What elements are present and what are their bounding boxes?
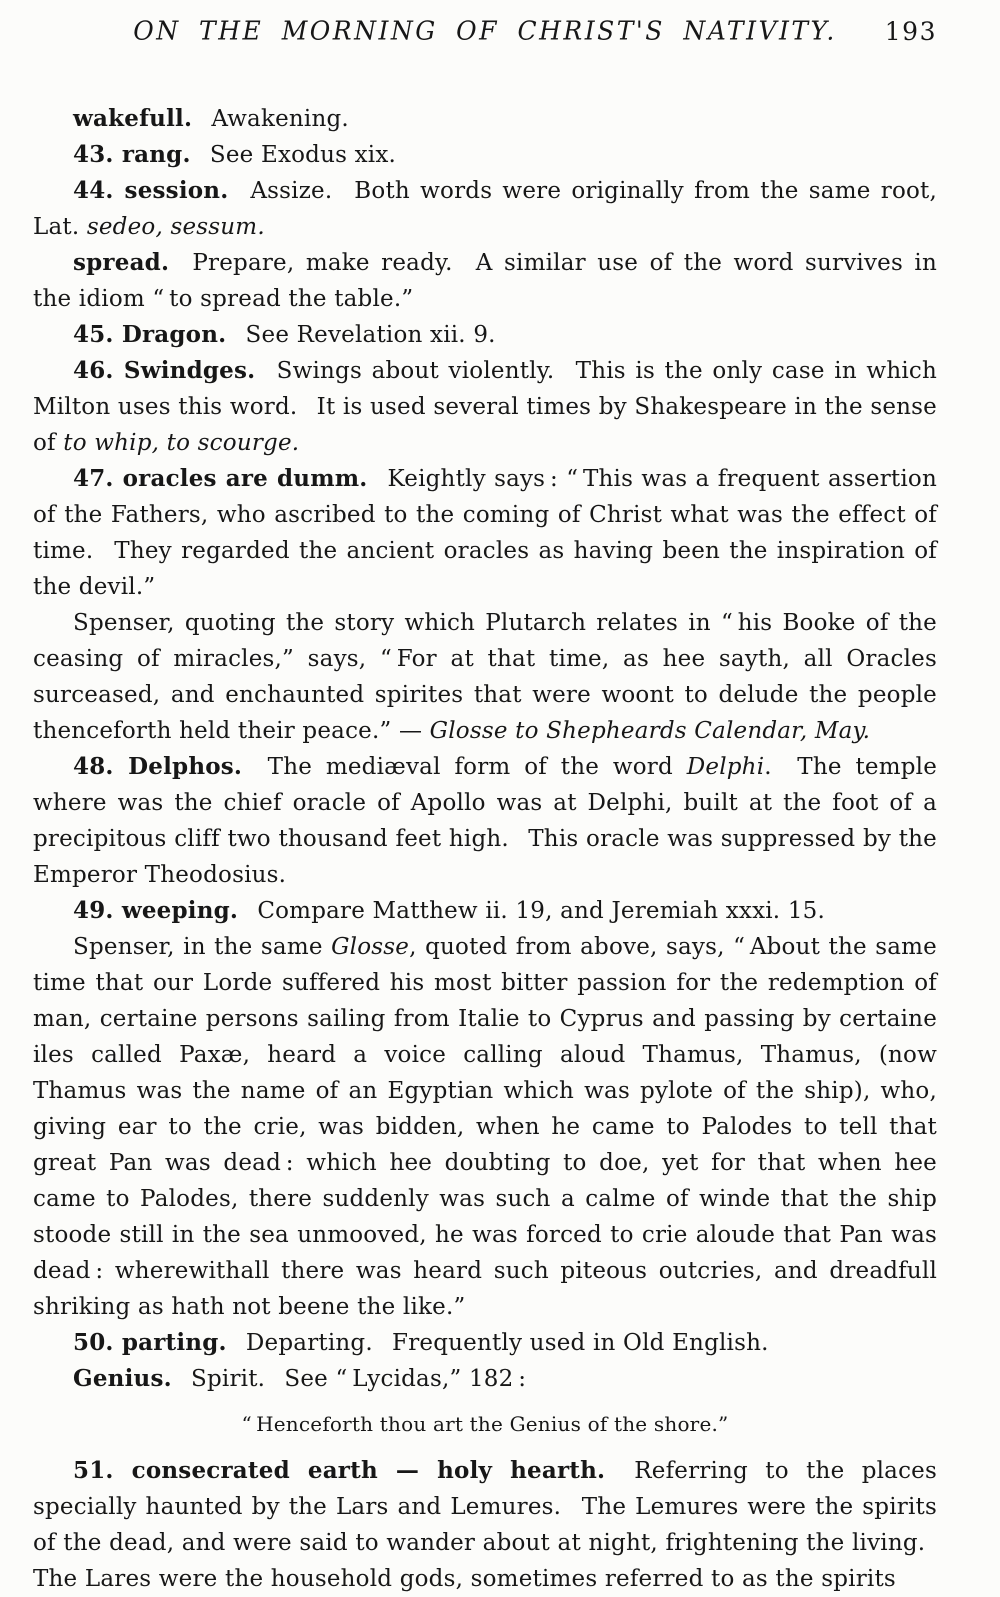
latin-phrase: sedeo, sessum. <box>86 214 265 240</box>
note-51-consecrated-earth <box>33 1453 937 1597</box>
headword: spread. <box>73 249 170 276</box>
note-47-oracles <box>33 461 937 605</box>
headword: 48. Delphos. <box>73 753 243 780</box>
note-text: Awakening. <box>192 106 349 132</box>
note-text: Compare Matthew ii. 19, and Jeremiah xxxi. 15. <box>238 898 826 924</box>
word-glosse: Glosse <box>331 934 410 960</box>
note-50-parting <box>33 1325 937 1361</box>
headword: 49. weeping. <box>73 897 239 924</box>
headword: 51. consecrated earth — holy hearth. <box>73 1457 606 1484</box>
note-text: See Revelation xii. 9. <box>226 322 496 348</box>
note-spread <box>33 245 937 317</box>
source-citation: Glosse to Shepheards Calendar, May. <box>429 718 871 744</box>
page-number: 193 <box>884 17 937 46</box>
headword: 46. Swindges. <box>73 357 256 384</box>
gloss-phrase: to whip, to scourge. <box>63 430 300 456</box>
headword: 47. oracles are dumm. <box>73 465 368 492</box>
note-47-spenser-quote <box>33 605 937 749</box>
note-genius <box>33 1361 937 1397</box>
running-header <box>33 16 937 56</box>
verse-quotation <box>33 1408 937 1440</box>
note-text: See Exodus xix. <box>190 142 397 168</box>
note-text: Spirit. See “ Lycidas,” 182 : <box>171 1366 527 1392</box>
headword: Genius. <box>73 1365 172 1392</box>
running-header-title: ON THE MORNING OF CHRIST'S NATIVITY. <box>133 15 837 46</box>
note-46-swindges <box>33 353 937 461</box>
headword: 50. parting. <box>73 1329 227 1356</box>
note-45-dragon <box>33 317 937 353</box>
note-text: Spenser, in the same <box>73 934 332 960</box>
headword: 44. session. <box>73 177 229 204</box>
note-text: Assize. Both words were originally from the same root, Lat. <box>33 178 937 240</box>
headword: 45. Dragon. <box>73 321 227 348</box>
note-48-delphos <box>33 749 937 893</box>
note-text: The mediæval form of the word <box>242 754 687 780</box>
note-text: Departing. Frequently used in Old English. <box>226 1330 769 1356</box>
note-49-spenser-quote <box>33 929 937 1325</box>
note-text: . The temple where was the chief oracle of Apollo was at Delphi, built at the foot of a precipitous cliff two thousand feet high. This oracle was suppressed by the Emperor Theodosius. <box>33 754 938 888</box>
headword: wakefull. <box>73 105 193 132</box>
page-body <box>33 101 937 1597</box>
word-delphi: Delphi <box>686 754 765 780</box>
note-wakefull <box>33 101 937 137</box>
verse-line: “ Henceforth thou art the Genius of the shore.” <box>241 1412 729 1436</box>
note-text: Swings about violently. This is the only case in which Milton uses this word. It is used several times by Shakespeare in the sense of <box>33 358 937 456</box>
note-text: Referring to the places specially haunted by the Lars and Lemures. The Lemures were the spirits of the dead, and were said to wander about at night, frightening the living. The Lares were the household gods, sometimes referred to as the spirits <box>33 1458 937 1592</box>
note-43-rang <box>33 137 937 173</box>
note-49-weeping <box>33 893 937 929</box>
note-text: Prepare, make ready. A similar use of the word survives in the idiom “ to spread the table.” <box>33 250 937 312</box>
note-text: , quoted from above, says, “ About the same time that our Lorde suffered his most bitter passion for the redemption of man, certaine persons sailing from Italie to Cyprus and passing by certaine iles called Paxæ, heard a voice calling aloud Thamus, Thamus, (now Thamus was the name of an Egyptian which was pylote of the ship), who, giving ear to the crie, was bidden, when he came to Palodes to tell that great Pan was dead : which hee doubting to doe, yet for that when hee came to Palodes, there suddenly was such a calme of winde that the ship stoode still in the sea unmooved, he was forced to crie aloude that Pan was dead : wherewithall there was heard such piteous outcries, and dreadfull shriking as hath not beene the like.” <box>33 934 937 1320</box>
note-text: Spenser, quoting the story which Plutarch relates in “ his Booke of the ceasing of miracles,” says, “ For at that time, as hee sayth, all Oracles surceased, and enchaunted spirites that were woont to delude the people thenceforth held their peace.” — <box>33 610 937 744</box>
note-text: Keightly says : “ This was a frequent assertion of the Fathers, who ascribed to the coming of Christ what was the effect of time. They regarded the ancient oracles as having been the inspiration of the devil.” <box>33 466 937 600</box>
headword: 43. rang. <box>73 141 191 168</box>
note-44-session <box>33 173 937 245</box>
